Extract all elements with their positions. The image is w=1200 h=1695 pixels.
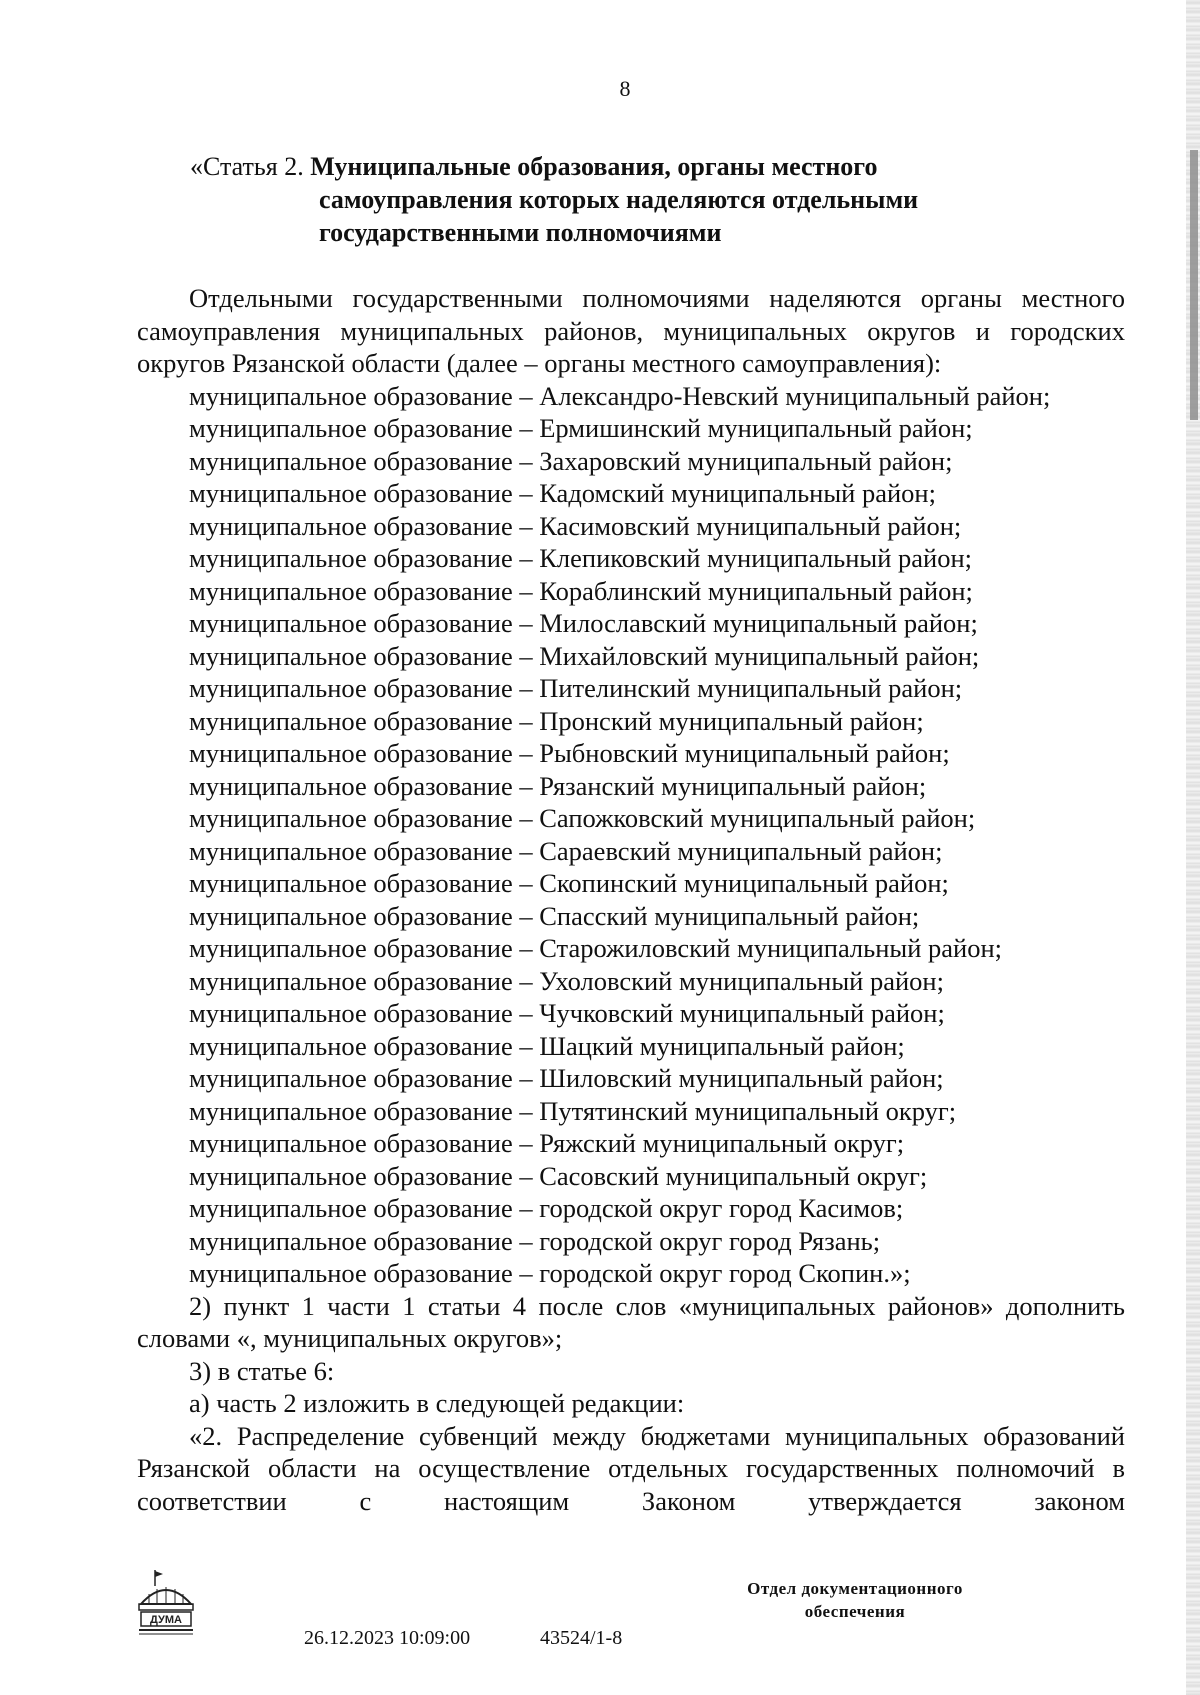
intro-paragraph: Отдельными государственными полномочиями наделяются органы местного самоуправления муниципальных районов, муниципальных округов и городских округов Рязанской области (далее – органы местного самоуправления): — [137, 283, 1125, 378]
municipality-item: муниципальное образование – Сараевский муниципальный район; — [189, 835, 943, 866]
municipality-item: муниципальное образование – городской округ город Касимов; — [189, 1193, 904, 1223]
municipality-item: муниципальное образование – Ухоловский муниципальный район; — [189, 965, 944, 996]
municipality-item: муниципальное образование – Клепиковский муниципальный район; — [189, 543, 973, 573]
municipality-item: муниципальное образование – Милославский муниципальный район; — [189, 608, 978, 638]
municipality-item: муниципальное образование – Сасовский муниципальный округ; — [189, 1160, 928, 1191]
scan-edge-mark — [1190, 150, 1198, 420]
municipality-item: муниципальное образование – Ермишинский муниципальный район; — [189, 413, 973, 443]
municipality-item: муниципальное образование – городской округ город Скопин.»; — [189, 1258, 911, 1288]
duma-logo-icon — [135, 1568, 197, 1640]
municipality-item: муниципальное образование – Старожиловский муниципальный район; — [189, 933, 1003, 963]
municipality-item: муниципальное образование – Рязанский муниципальный район; — [189, 770, 927, 801]
municipality-item: муниципальное образование – Скопинский муниципальный район; — [189, 868, 949, 898]
footer-department-line2: обеспечения — [804, 1602, 906, 1621]
item-3a-paragraph: а) часть 2 изложить в следующей редакции: — [189, 1388, 685, 1418]
municipality-item: муниципальное образование – Михайловский муниципальный район; — [189, 640, 980, 671]
article-label: «Статья 2. — [190, 152, 304, 181]
municipality-item: муниципальное образование – Сапожковский муниципальный район; — [189, 803, 976, 833]
article-heading — [190, 150, 1090, 249]
article-title-line3: государственными полномочиями — [319, 218, 722, 247]
municipality-item: муниципальное образование – Шиловский муниципальный район; — [189, 1063, 944, 1093]
municipality-item: муниципальное образование – городской округ город Рязань; — [189, 1225, 881, 1256]
final-paragraph: «2. Распределение субвенций между бюджетами муниципальных образований Рязанской области на осуществление отдельных государственных полномочий в соответствии с настоящим Законом утверждается законом — [137, 1420, 1125, 1516]
municipality-item: муниципальное образование – Шацкий муниципальный район; — [189, 1030, 905, 1061]
item-3-paragraph: 3) в статье 6: — [189, 1355, 335, 1386]
item-2-paragraph: 2) пункт 1 части 1 статьи 4 после слов «муниципальных районов» дополнить словами «, муниципальных округов»; — [137, 1290, 1125, 1353]
municipality-list — [137, 380, 1125, 1290]
logo-text: ДУМА — [150, 1614, 182, 1626]
footer-date: 26.12.2023 10:09:00 — [304, 1627, 471, 1649]
municipality-item: муниципальное образование – Путятинский муниципальный округ; — [189, 1095, 957, 1126]
article-title-line2: самоуправления которых наделяются отдельными — [319, 185, 919, 214]
municipality-item: муниципальное образование – Касимовский муниципальный район; — [189, 510, 962, 541]
footer-department-line1: Отдел документационного — [747, 1579, 963, 1598]
municipality-item: муниципальное образование – Спасский муниципальный район; — [189, 900, 920, 931]
footer-department — [720, 1577, 990, 1623]
footer-doc-number: 43524/1-8 — [540, 1627, 623, 1649]
municipality-item: муниципальное образование – Александро-Невский муниципальный район; — [189, 380, 1051, 411]
municipality-item: муниципальное образование – Ряжский муниципальный округ; — [189, 1128, 905, 1158]
municipality-item: муниципальное образование – Кадомский муниципальный район; — [189, 478, 936, 508]
municipality-item: муниципальное образование – Кораблинский муниципальный район; — [189, 575, 973, 606]
municipality-item: муниципальное образование – Захаровский муниципальный район; — [189, 445, 953, 476]
municipality-item: муниципальное образование – Пителинский муниципальный район; — [189, 673, 963, 703]
document-body — [137, 282, 1125, 1517]
municipality-item: муниципальное образование – Рыбновский муниципальный район; — [189, 738, 950, 768]
article-title-line1: Муниципальные образования, органы местного — [310, 152, 878, 181]
municipality-item: муниципальное образование – Пронский муниципальный район; — [189, 705, 924, 736]
municipality-item: муниципальное образование – Чучковский муниципальный район; — [189, 998, 945, 1028]
page-number: 8 — [619, 76, 631, 101]
